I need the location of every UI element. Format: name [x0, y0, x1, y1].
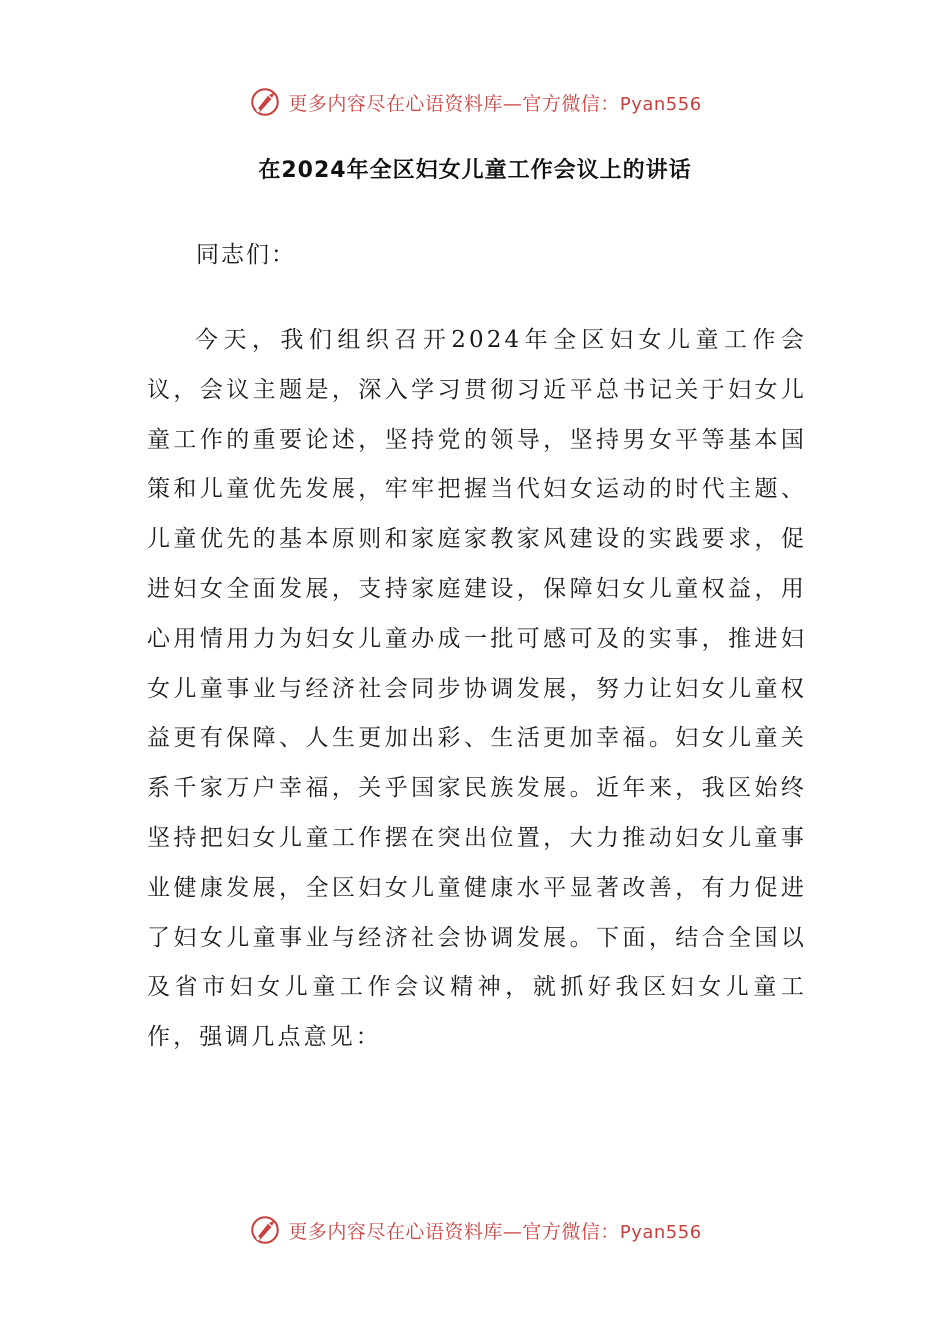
banner-contact-label: 官方微信： — [522, 92, 620, 115]
banner-text — [288, 89, 701, 116]
banner-contact-label: 官方微信： — [522, 1220, 620, 1243]
body-paragraph: 今天，我们组织召开2024年全区妇女儿童工作会议，会议主题是，深入学习贯彻习近平总书记关于妇女儿童工作的重要论述，坚持党的领导，坚持男女平等基本国策和儿童优先发展，牢牢把握当代妇女运动的时代主题、儿童优先的基本原则和家庭家教家风建设的实践要求，促进妇女全面发展，支持家庭建设，保障妇女儿童权益，用心用情用力为妇女儿童办成一批可感可及的实事，推进妇女儿童事业与经济社会同步协调发展，努力让妇女儿童权益更有保障、人生更加出彩、生活更加幸福。妇女儿童关系千家万户幸福，关乎国家民族发展。近年来，我区始终坚持把妇女儿童工作摆在突出位置，大力推动妇女儿童事业健康发展，全区妇女儿童健康水平显著改善，有力促进了妇女儿童事业与经济社会协调发展。下面，结合全国以及省市妇女儿童工作会议精神，就抓好我区妇女儿童工作，强调几点意见： — [147, 327, 807, 1051]
banner-text — [288, 1217, 701, 1244]
salutation: 同志们： — [196, 242, 296, 268]
footer-banner — [0, 1210, 950, 1250]
banner-separator: — — [502, 92, 523, 115]
header-banner — [0, 82, 950, 122]
banner-separator: — — [502, 1220, 523, 1243]
pen-nib-icon — [248, 85, 282, 119]
banner-site-name: 更多内容尽在心语资料库 — [288, 92, 503, 115]
document-title: 在2024年全区妇女儿童工作会议上的讲话 — [258, 158, 692, 183]
banner-site-name: 更多内容尽在心语资料库 — [288, 1220, 503, 1243]
banner-contact-value: Pyan556 — [619, 93, 702, 115]
banner-contact-value: Pyan556 — [619, 1221, 702, 1243]
pen-nib-icon — [248, 1213, 282, 1247]
